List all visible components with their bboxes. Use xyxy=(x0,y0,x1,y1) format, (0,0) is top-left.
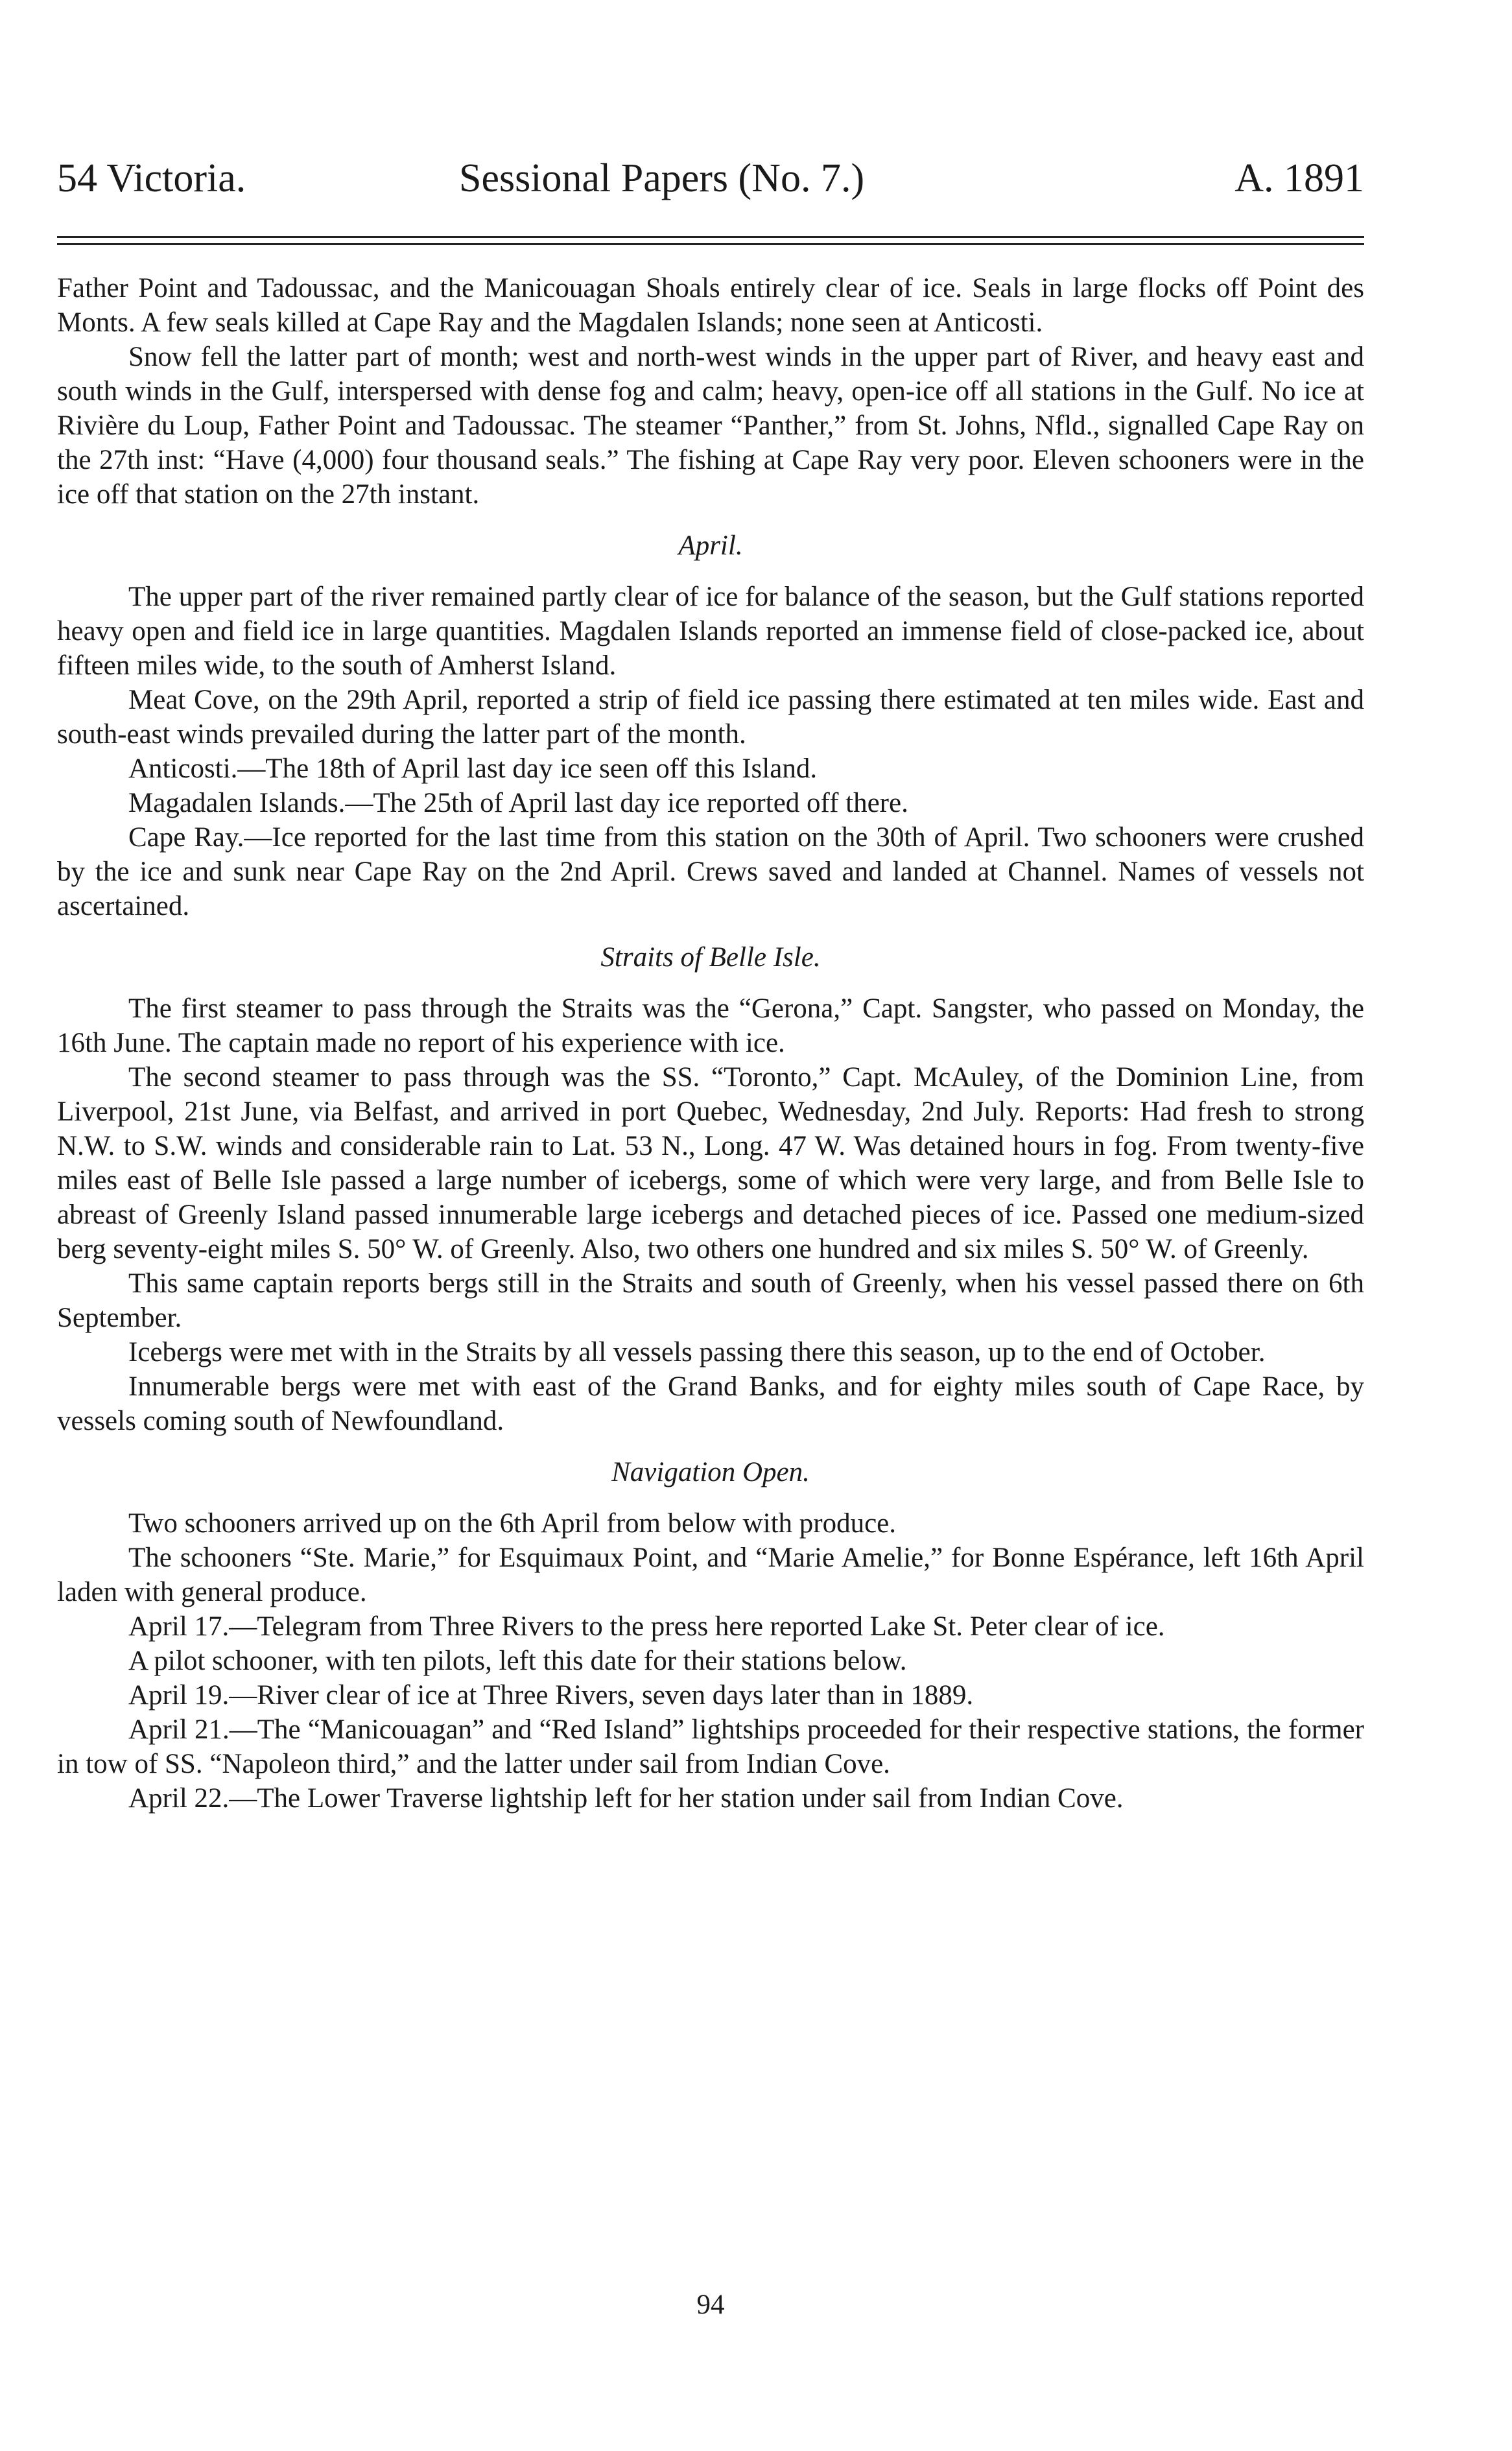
body-text xyxy=(57,271,1364,1816)
header-double-rule xyxy=(57,236,1364,245)
running-head xyxy=(57,149,1364,207)
straits-paragraph: The first steamer to pass through the Straits was the “Gerona,” Capt. Sangster, who passed on Monday, the 16th June. The captain made no report of his experience with ice. xyxy=(57,993,1364,1058)
april-paragraph: Magadalen Islands.—The 25th of April last day ice reported off there. xyxy=(128,788,908,818)
navigation-paragraph: April 19.—River clear of ice at Three Rivers, seven days later than in 1889. xyxy=(128,1680,974,1711)
april-paragraph: Meat Cove, on the 29th April, reported a strip of field ice passing there estimated at ten miles wide. East and south-east winds prevailed during the latter part of the month. xyxy=(57,685,1364,750)
navigation-paragraph: A pilot schooner, with ten pilots, left this date for their stations below. xyxy=(128,1646,907,1676)
section-heading-navigation: Navigation Open. xyxy=(611,1457,810,1487)
straits-paragraph: The second steamer to pass through was the SS. “Toronto,” Capt. McAuley, of the Dominion Line, from Liverpool, 21st June, via Belfast, and arrived in port Quebec, Wednesday, 2nd July. Reports: Had fresh to strong N.W. to S.W. winds and considerable rain to Lat. 53 N., Long. 47 W. Was detained hours in fog. From twenty-five miles east of Belle Isle passed a large number of icebergs, some of which were very large, and from Belle Isle to abreast of Greenly Island passed innumerable large icebergs and detached pieces of ice. Passed one medium-sized berg seventy-eight miles S. 50° W. of Greenly. Also, two others one hundred and six miles S. 50° W. of Greenly. xyxy=(57,1062,1364,1264)
navigation-paragraph: April 21.—The “Manicouagan” and “Red Island” lightships proceeded for their respective stations, the former in tow of SS. “Napoleon third,” and the latter under sail from Indian Cove. xyxy=(57,1714,1364,1779)
header-session: 54 Victoria. xyxy=(57,156,246,200)
april-paragraph: Cape Ray.—Ice reported for the last time from this station on the 30th of April. Two schooners were crushed by the ice and sunk near Cape Ray on the 2nd April. Crews saved and landed at Channel. Names of vessels not ascertained. xyxy=(57,822,1364,921)
header-year: A. 1891 xyxy=(1234,156,1364,200)
navigation-paragraph: April 17.—Telegram from Three Rivers to the press here reported Lake St. Peter clear of ice. xyxy=(128,1611,1165,1642)
april-paragraph: The upper part of the river remained partly clear of ice for balance of the season, but the Gulf stations reported heavy open and field ice in large quantities. Magdalen Islands reported an immense field of close-packed ice, about fifteen miles wide, to the south of Amherst Island. xyxy=(57,582,1364,681)
navigation-paragraph: The schooners “Ste. Marie,” for Esquimaux Point, and “Marie Amelie,” for Bonne Espérance, left 16th April laden with general produce. xyxy=(57,1543,1364,1607)
straits-paragraph: Icebergs were met with in the Straits by all vessels passing there this season, up to the end of October. xyxy=(128,1337,1266,1368)
page-number: 94 xyxy=(696,2290,725,2320)
straits-paragraph: Innumerable bergs were met with east of the Grand Banks, and for eighty miles south of Cape Race, by vessels coming south of Newfoundland. xyxy=(57,1371,1364,1436)
section-heading-straits: Straits of Belle Isle. xyxy=(600,942,821,973)
header-title: Sessional Papers (No. 7.) xyxy=(459,156,865,200)
section-heading-april: April. xyxy=(678,530,743,561)
april-paragraph: Anticosti.—The 18th of April last day ice seen off this Island. xyxy=(128,753,818,784)
navigation-paragraph: Two schooners arrived up on the 6th April from below with produce. xyxy=(128,1508,897,1539)
intro-paragraph: Father Point and Tadoussac, and the Manicouagan Shoals entirely clear of ice. Seals in large flocks off Point des Monts. A few seals killed at Cape Ray and the Magdalen Islands; none seen at Anticosti. xyxy=(57,273,1364,338)
intro-paragraph: Snow fell the latter part of month; west and north-west winds in the upper part of River, and heavy east and south winds in the Gulf, interspersed with dense fog and calm; heavy, open-ice off all stations in the Gulf. No ice at Rivière du Loup, Father Point and Tadoussac. The steamer “Panther,” from St. Johns, Nfld., signalled Cape Ray on the 27th inst: “Have (4,000) four thousand seals.” The fishing at Cape Ray very poor. Eleven schooners were in the ice off that station on the 27th instant. xyxy=(57,342,1364,510)
straits-paragraph: This same captain reports bergs still in the Straits and south of Greenly, when his vessel passed there on 6th September. xyxy=(57,1268,1364,1333)
navigation-paragraph: April 22.—The Lower Traverse lightship left for her station under sail from Indian Cove. xyxy=(128,1783,1124,1814)
document-page xyxy=(57,0,1364,2451)
